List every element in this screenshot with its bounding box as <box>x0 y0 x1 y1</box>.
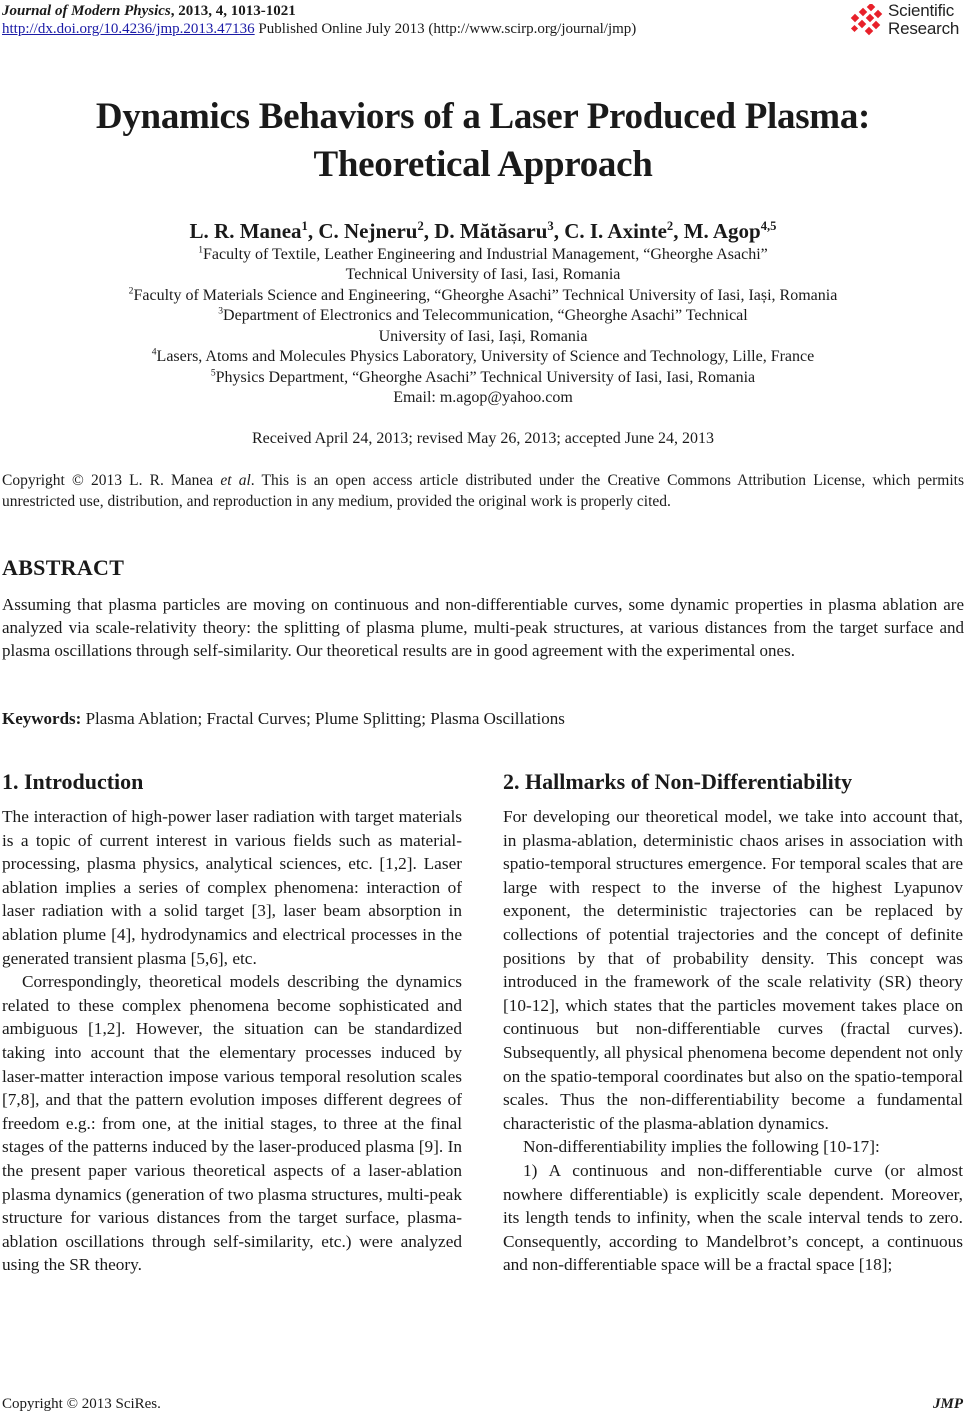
paragraph: Non-differentiability implies the following [10-17]: <box>523 1137 880 1157</box>
affiliation-line: $^1$Faculty of Textile, Leather Engineering and Industrial Management, “Gheorghe Asachi” <box>198 244 768 263</box>
affiliation-line: $^4$Lasers, Atoms and Molecules Physics Laboratory, University of Science and Technology, Lille, France <box>151 346 815 365</box>
keywords-label: Keywords: <box>2 709 82 728</box>
title-line-1: Dynamics Behaviors of a Laser Produced Plasma: <box>95 96 871 137</box>
author: D. Mătăsaru$^3$ <box>434 219 554 243</box>
paragraph: 1) A continuous and non-differentiable curve (or almost nowhere differentiable) is explicitly scale dependent. Moreover, its length tends to infinity, when the scale interval tends to zero. Consequently, according to Mandelbrot’s concept, a continuous and non-differentiable space will be a fractal space [18]; <box>503 1160 963 1275</box>
affiliation-line: $^3$Department of Electronics and Telecommunication, “Gheorghe Asachi” Technical <box>218 305 748 324</box>
footer-journal-abbrev: JMP <box>933 1396 963 1412</box>
keywords-list: Plasma Ablation; Fractal Curves; Plume Splitting; Plasma Oscillations <box>81 709 565 728</box>
copyright-notice: Copyright © 2013 L. R. Manea et al. This is an open access article distributed under the Creative Commons Attribution License, which permits unrestricted use, distribution, and reproduction in any medium, provided the original work is properly cited. <box>2 472 964 510</box>
author-email: Email: m.agop@yahoo.com <box>393 389 573 406</box>
paper-title <box>0 93 966 189</box>
column-right <box>503 805 963 1277</box>
published-online: Published Online July 2013 (http://www.scirp.org/journal/jmp) <box>254 21 637 37</box>
doi-link[interactable]: http://dx.doi.org/10.4236/jmp.2013.47136 <box>2 21 255 37</box>
doi-line <box>2 20 636 38</box>
publisher-logo <box>848 0 966 42</box>
footer-copyright: Copyright © 2013 SciRes. <box>2 1396 161 1412</box>
affiliation-line: Technical University of Iasi, Iasi, Romania <box>345 266 621 283</box>
abstract-heading: ABSTRACT <box>2 555 125 580</box>
affiliation-line: $^5$Physics Department, “Gheorghe Asachi” Technical University of Iasi, Iasi, Romania <box>210 367 756 386</box>
scientific-research-diamond-logo-icon <box>848 4 884 40</box>
author: L. R. Manea$^1$ <box>189 219 308 243</box>
author: C. Nejneru$^2$ <box>318 219 424 243</box>
journal-name: Journal of Modern Physics <box>2 3 171 19</box>
title-line-2: Theoretical Approach <box>313 144 653 185</box>
received-dates: Received April 24, 2013; revised May 26, 2013; accepted June 24, 2013 <box>251 430 715 447</box>
journal-volume-pages: , 2013, 4, 1013-1021 <box>170 3 296 19</box>
logo-text-scientific: Scientific <box>888 1 955 20</box>
journal-citation <box>2 2 296 20</box>
section-heading-introduction: 1. Introduction <box>2 769 144 794</box>
keywords <box>2 709 565 729</box>
section-heading-hallmarks: 2. Hallmarks of Non-Differentiability <box>503 769 853 794</box>
paragraph: The interaction of high-power laser radiation with target materials is a topic of current interest in various fields such as material-processing, plasma physics, analytical sciences, etc. [1,2]. Laser ablation implies a series of complex phenomena: interaction of laser radiation with a solid target [3], laser beam absorption in ablation plume [4], hydrodynamics and electrical processes in the generated transient plasma [5,6], etc. <box>2 807 462 968</box>
paragraph: For developing our theoretical model, we take into account that, in plasma-ablation, deterministic chaos arises in association with spatio-temporal structures emergence. For temporal scales that are large with respect to the inverse of the highest Lyapunov exponent, the deterministic trajectories can be replaced by collections of potential trajectories and the concept of definite positions by that of probability density. This concept was introduced in the framework of the scale relativity (SR) theory [10-12], which states that the particles movement takes place on continuous but non-differentiable curves (fractal curves). Subsequently, all physical phenomena become dependent not only on the spatio-temporal coordinates but also on the spatio-temporal scales. Thus the non-differentiability become a fundamental characteristic of the plasma-ablation dynamics. <box>503 807 963 1133</box>
paragraph: Correspondingly, theoretical models describing the dynamics related to these complex phenomena become sophisticated and ambiguous [1,2]. However, the situation can be standardized taking into account that the elementary processes induced by laser-matter interaction impose various temporal resolution scales [7,8], and that the pattern evolution imposes different degrees of freedom e.g.: from one, at the initial stages, to three at the final stages of the patterns induced by the laser-produced plasma [9]. In the present paper various theoretical aspects of a laser-ablation plasma dynamics (generation of two plasma structures, multi-peak structure for various distances from the target surface, plasma-ablation oscillations through self-similarity, etc.) were analyzed using the SR theory. <box>2 972 462 1275</box>
abstract-text: Assuming that plasma particles are moving on continuous and non-differentiable curves, some dynamic properties in plasma ablation are analyzed via scale-relativity theory: the splitting of plasma plume, multi-peak structures, at various distances from the target surface and plasma oscillations through self-similarity. Our theoretical results are in good agreement with the experimental ones. <box>2 595 964 660</box>
affiliation-line: $^2$Faculty of Materials Science and Engineering, “Gheorghe Asachi” Technical University of Iasi, Iași, Romania <box>128 285 838 304</box>
author: C. I. Axinte$^2$ <box>564 219 674 243</box>
affiliation-line: University of Iasi, Iași, Romania <box>378 328 588 345</box>
logo-text-research: Research <box>888 19 960 38</box>
author-list: L. R. Manea$^1$, C. Nejneru$^2$, D. Mătăsaru$^3$, C. I. Axinte$^2$, M. Agop$^{4,5}$ <box>189 219 777 243</box>
author: M. Agop$^{4,5}$ <box>683 219 777 243</box>
column-left <box>2 805 462 1277</box>
